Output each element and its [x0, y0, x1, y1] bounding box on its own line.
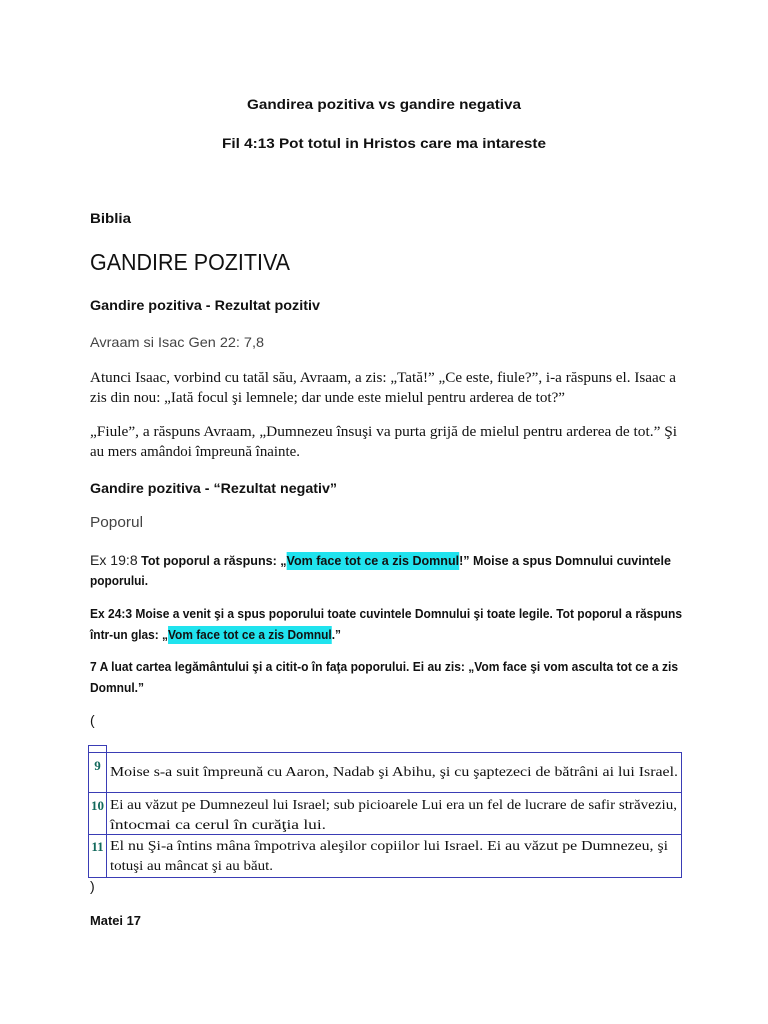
verse-line: Ex 24:3 Moise a venit şi a spus poporului toate cuvintele Domnului şi toate legile. Tot poporul a răspuns [90, 607, 683, 621]
source-label: Biblia [90, 210, 131, 226]
paragraph-line: Atunci Isaac, vorbind cu tatăl său, Avraam, a zis: „Tată!” „Ce este, fiule?”, i-a răspuns el. Isaac a [90, 370, 677, 386]
verse-number: 10 [89, 793, 107, 834]
verse-text: Tot poporul a răspuns: „ [141, 554, 287, 568]
paragraph-line: au mers amândoi împreună înainte. [90, 444, 300, 460]
table-tab-cell [88, 745, 107, 752]
main-heading: GANDIRE POZITIVA [90, 249, 291, 275]
footer-reference: Matei 17 [90, 914, 142, 928]
document-title: Gandirea pozitiva vs gandire negativa [247, 96, 522, 112]
verse-text: !” Moise a spus Domnului cuvintele [459, 554, 671, 568]
verse-text: într-un glas: „ [90, 628, 169, 642]
verse-number: 11 [89, 835, 107, 877]
section-heading: Gandire pozitiva - “Rezultat negativ” [90, 480, 337, 496]
table-row [89, 753, 681, 792]
verse-line: poporului. [90, 574, 148, 588]
verse-line: Domnul.” [90, 681, 144, 695]
section-subheading: Poporul [90, 515, 143, 531]
highlighted-text: Vom face tot ce a zis Domnul [286, 554, 460, 568]
verse-text-cell [107, 753, 681, 792]
highlighted-text: Vom face tot ce a zis Domnul [168, 628, 332, 642]
verse-line: 7 A luat cartea legământului şi a citit-o în faţa poporului. Ei au zis: „Vom face şi vom asculta tot ce a zis [90, 660, 679, 674]
verse-line [90, 550, 671, 570]
section-heading: Gandire pozitiva - Rezultat pozitiv [90, 297, 320, 313]
table-row [89, 834, 681, 877]
verse-reference: Ex 19:8 [90, 552, 138, 568]
verses-table [88, 752, 682, 878]
verse-number: 9 [89, 753, 107, 792]
verse-text-line: Moise s-a suit împreună cu Aaron, Nadab şi Abihu, şi cu şaptezeci de bătrâni ai lui Israel. [110, 765, 679, 780]
paragraph-line: zis din nou: „Iată focul şi lemnele; dar unde este mielul pentru arderea de tot?” [90, 390, 565, 406]
open-parenthesis: ( [90, 712, 95, 728]
verse-text-line: întocmai ca cerul în curăţia lui. [110, 817, 327, 833]
table-row [89, 792, 681, 834]
paragraph-line: „Fiule”, a răspuns Avraam, „Dumnezeu însuşi va purta grijă de mielul pentru arderea de tot.” Şi [90, 424, 678, 440]
close-parenthesis: ) [90, 878, 95, 894]
verse-text-line: totuşi au mâncat şi au băut. [110, 858, 273, 874]
document-subtitle: Fil 4:13 Pot totul in Hristos care ma intareste [222, 135, 546, 151]
verse-text: .” [331, 628, 342, 642]
verse-text-cell [107, 835, 681, 877]
verse-text-line: El nu Şi-a întins mâna împotriva aleşilor copiilor lui Israel. Ei au văzut pe Dumnezeu, şi [110, 839, 669, 854]
verse-text-line: Ei au văzut pe Dumnezeul lui Israel; sub picioarele Lui era un fel de lucrare de safir străveziu, [110, 798, 678, 813]
verse-text-cell [107, 793, 681, 834]
scripture-reference: Avraam si Isac Gen 22: 7,8 [90, 334, 265, 350]
verse-line [90, 625, 341, 645]
